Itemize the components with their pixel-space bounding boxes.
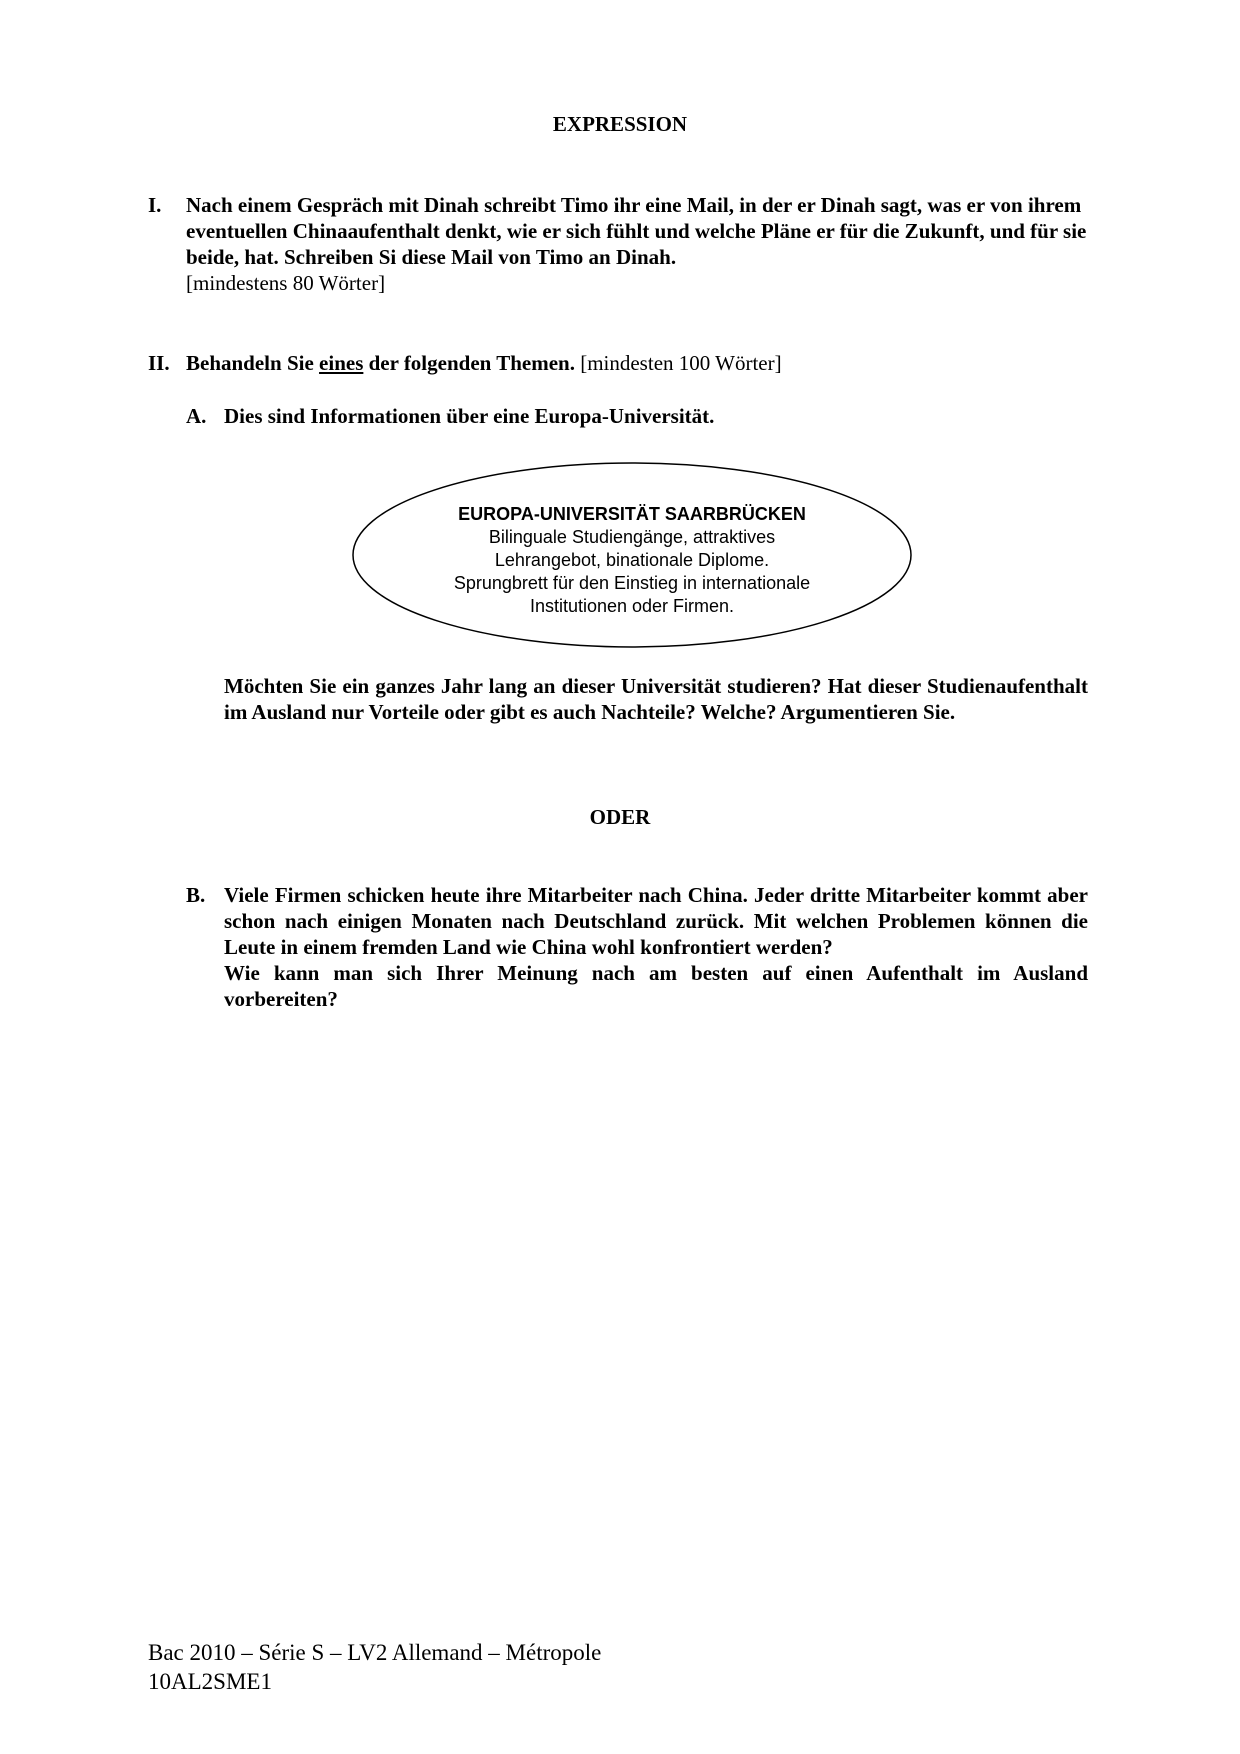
ellipse-line: Institutionen oder Firmen. [529, 596, 735, 616]
page-title: EXPRESSION [552, 112, 688, 136]
topic-b-label: B. [186, 883, 206, 907]
question-2 [148, 350, 1088, 376]
question-2-word-count: [mindesten 100 Wörter] [580, 351, 782, 375]
footer [148, 1638, 601, 1696]
topic-a-question: Möchten Sie ein ganzes Jahr lang an dieser Universität studieren? Hat dieser Studienaufenthalt im Ausland nur Vorteile oder gibt es auch Nachteile? Welche? Argumentieren Sie. [224, 674, 1088, 724]
footer-exam-info: Bac 2010 – Série S – LV2 Allemand – Métropole [148, 1640, 602, 1665]
footer-code: 10AL2SME1 [148, 1669, 272, 1694]
ellipse-line: Sprungbrett für den Einstieg in internationale [453, 573, 811, 593]
info-ellipse [351, 461, 913, 649]
topic-b-text: Viele Firmen schicken heute ihre Mitarbeiter nach China. Jeder dritte Mitarbeiter kommt aber schon nach einigen Monaten nach Deutschland zurück. Mit welchen Problemen können die Leute in einem fremden Land wie China wohl konfrontiert werden? [224, 883, 1088, 959]
question-2-intro [186, 350, 1088, 376]
question-2-intro-underlined: eines [319, 351, 364, 375]
question-2-intro-end: der folgenden Themen. [363, 351, 575, 375]
ellipse-heading: EUROPA-UNIVERSITÄT SAARBRÜCKEN [458, 504, 806, 524]
separator-oder: ODER [589, 805, 651, 829]
topic-a-label: A. [186, 404, 207, 428]
question-1-word-count: [mindestens 80 Wörter] [186, 271, 386, 295]
question-2-number: II. [148, 351, 170, 375]
question-1-text: Nach einem Gespräch mit Dinah schreibt Timo ihr eine Mail, in der er Dinah sagt, was er von ihrem eventuellen Chinaaufenthalt denkt, wie er sich fühlt und welche Pläne er für die Zukunft, und für sie beide, hat. Schreiben Si diese Mail von Timo an Dinah. [186, 193, 1087, 269]
topic-a-text: Dies sind Informationen über eine Europa-Universität. [224, 404, 715, 428]
question-1-number: I. [148, 193, 162, 217]
question-1 [148, 192, 1088, 296]
topic-a [186, 403, 1086, 429]
topic-b [186, 882, 1088, 1012]
question-2-intro-start: Behandeln Sie [186, 351, 320, 375]
ellipse-line: Bilinguale Studiengänge, attraktives [488, 527, 776, 547]
topic-b-question: Wie kann man sich Ihrer Meinung nach am besten auf einen Aufenthalt im Ausland vorbereiten? [224, 961, 1088, 1011]
ellipse-text [351, 503, 913, 618]
ellipse-line: Lehrangebot, binationale Diplome. [494, 550, 770, 570]
